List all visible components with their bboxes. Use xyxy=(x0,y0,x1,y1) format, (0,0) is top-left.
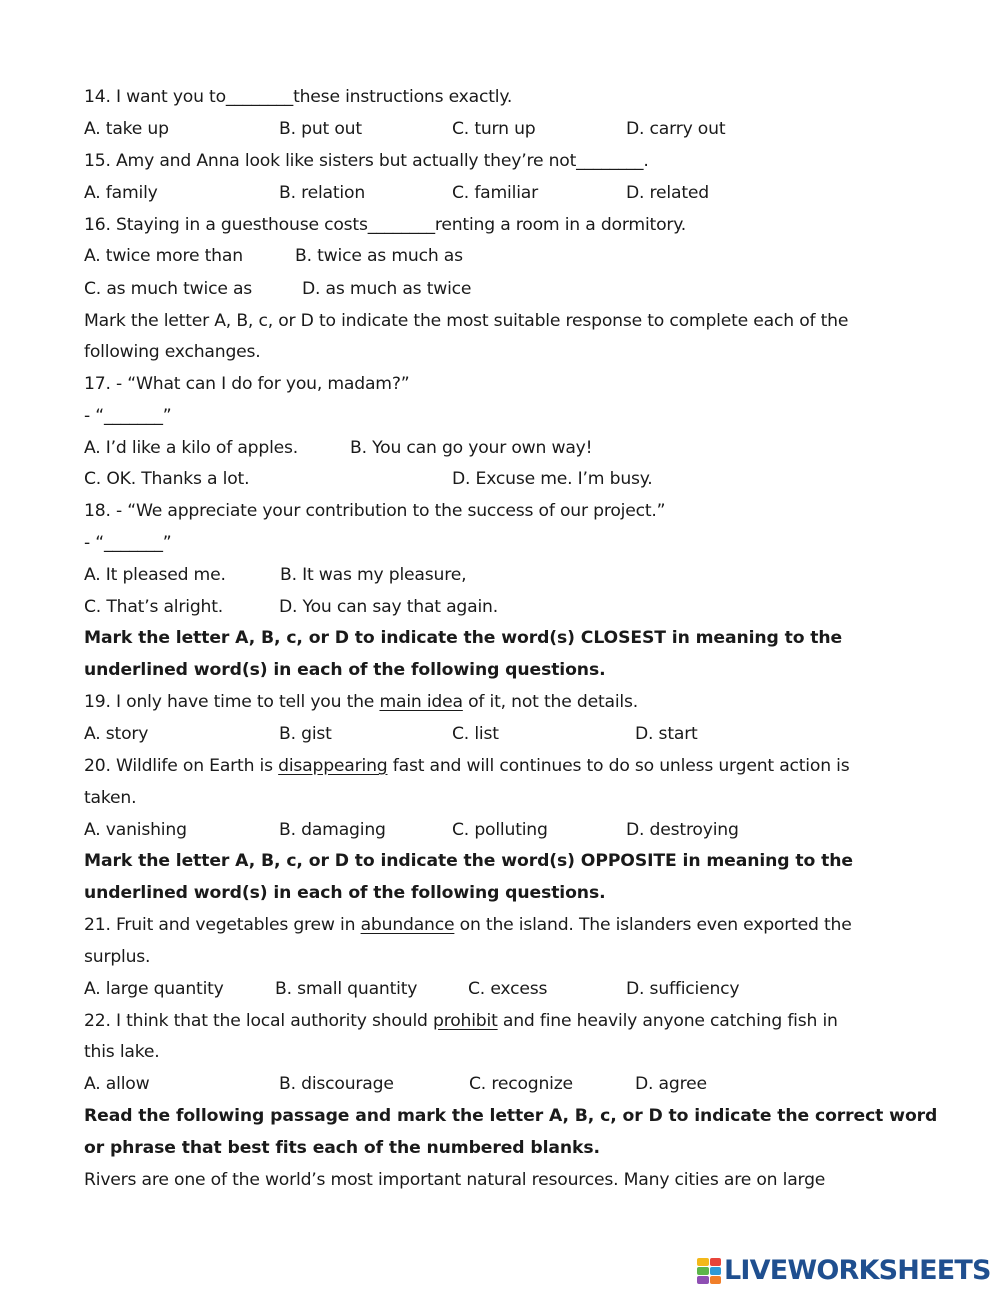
question-18-reply: - “_______” xyxy=(84,533,172,553)
option-b[interactable]: B. put out xyxy=(279,119,362,139)
question-22-continued: this lake. xyxy=(84,1042,160,1062)
option-b[interactable]: B. discourage xyxy=(279,1074,394,1094)
instruction-closest-line2: underlined word(s) in each of the following questions. xyxy=(84,660,606,680)
underlined-word: abundance xyxy=(360,915,455,935)
option-d[interactable]: D. related xyxy=(626,183,709,203)
option-a[interactable]: A. story xyxy=(84,724,149,744)
liveworksheets-logo[interactable] xyxy=(697,1256,991,1286)
question-22: 22. I think that the local authority should prohibit and fine heavily anyone catching fish in xyxy=(84,1011,838,1031)
brand-name: LIVEWORKSHEETS xyxy=(724,1255,991,1286)
question-18-options-row2 xyxy=(84,596,884,618)
instruction-passage-line1: Read the following passage and mark the letter A, B, c, or D to indicate the correct word xyxy=(84,1106,938,1126)
option-d[interactable]: D. start xyxy=(635,724,698,744)
question-21: 21. Fruit and vegetables grew in abundance on the island. The islanders even exported the xyxy=(84,915,852,935)
option-d[interactable]: D. Excuse me. I’m busy. xyxy=(452,469,653,489)
option-d[interactable]: D. destroying xyxy=(626,820,739,840)
question-15: 15. Amy and Anna look like sisters but actually they’re not________. xyxy=(84,151,649,171)
underlined-word: disappearing xyxy=(278,756,388,776)
option-c[interactable]: C. polluting xyxy=(452,820,548,840)
passage-text: Rivers are one of the world’s most important natural resources. Many cities are on large xyxy=(84,1170,826,1190)
question-22-options xyxy=(84,1073,884,1095)
instruction-opposite-line1: Mark the letter A, B, c, or D to indicate the word(s) OPPOSITE in meaning to the xyxy=(84,851,853,871)
option-b[interactable]: B. twice as much as xyxy=(295,246,463,266)
question-20-options xyxy=(84,819,884,841)
question-21-options xyxy=(84,978,884,1000)
option-a[interactable]: A. I’d like a kilo of apples. xyxy=(84,438,299,458)
instruction-opposite-line2: underlined word(s) in each of the following questions. xyxy=(84,883,606,903)
question-19-options xyxy=(84,723,884,745)
option-a[interactable]: A. large quantity xyxy=(84,979,224,999)
option-d[interactable]: D. You can say that again. xyxy=(279,597,498,617)
question-18-options-row1 xyxy=(84,564,884,586)
option-a[interactable]: A. take up xyxy=(84,119,169,139)
option-c[interactable]: C. turn up xyxy=(452,119,536,139)
instruction-response-line1: Mark the letter A, B, c, or D to indicate the most suitable response to complete each of the xyxy=(84,311,849,331)
question-14: 14. I want you to________these instructions exactly. xyxy=(84,87,513,107)
question-16-options-row1 xyxy=(84,245,884,267)
question-18: 18. - “We appreciate your contribution to the success of our project.” xyxy=(84,501,666,521)
question-14-options xyxy=(84,118,884,140)
option-c[interactable]: C. recognize xyxy=(469,1074,573,1094)
option-c[interactable]: C. excess xyxy=(468,979,548,999)
question-17-reply: - “_______” xyxy=(84,406,172,426)
question-20: 20. Wildlife on Earth is disappearing fast and will continues to do so unless urgent action is xyxy=(84,756,850,776)
question-16: 16. Staying in a guesthouse costs________renting a room in a dormitory. xyxy=(84,215,687,235)
option-b[interactable]: B. relation xyxy=(279,183,366,203)
question-15-options xyxy=(84,182,884,204)
question-16-options-row2 xyxy=(84,278,884,300)
option-d[interactable]: D. as much as twice xyxy=(302,279,472,299)
option-c[interactable]: C. OK. Thanks a lot. xyxy=(84,469,250,489)
question-17-options-row2 xyxy=(84,468,884,490)
option-a[interactable]: A. vanishing xyxy=(84,820,187,840)
option-b[interactable]: B. small quantity xyxy=(275,979,418,999)
liveworksheets-logo-icon xyxy=(697,1258,721,1284)
underlined-word: main idea xyxy=(379,692,463,712)
option-b[interactable]: B. damaging xyxy=(279,820,386,840)
option-a[interactable]: A. allow xyxy=(84,1074,150,1094)
option-c[interactable]: C. That’s alright. xyxy=(84,597,224,617)
question-19: 19. I only have time to tell you the main idea of it, not the details. xyxy=(84,692,638,712)
option-a[interactable]: A. twice more than xyxy=(84,246,243,266)
instruction-passage-line2: or phrase that best fits each of the numbered blanks. xyxy=(84,1138,600,1158)
option-b[interactable]: B. You can go your own way! xyxy=(350,438,593,458)
question-21-continued: surplus. xyxy=(84,947,151,967)
instruction-response-line2: following exchanges. xyxy=(84,342,261,362)
option-b[interactable]: B. It was my pleasure, xyxy=(280,565,467,585)
question-17-options-row1 xyxy=(84,437,884,459)
option-a[interactable]: A. It pleased me. xyxy=(84,565,226,585)
option-b[interactable]: B. gist xyxy=(279,724,332,744)
option-a[interactable]: A. family xyxy=(84,183,158,203)
option-d[interactable]: D. sufficiency xyxy=(626,979,740,999)
question-20-continued: taken. xyxy=(84,788,137,808)
option-c[interactable]: C. list xyxy=(452,724,499,744)
option-c[interactable]: C. familiar xyxy=(452,183,538,203)
underlined-word: prohibit xyxy=(433,1011,498,1031)
instruction-closest-line1: Mark the letter A, B, c, or D to indicate the word(s) CLOSEST in meaning to the xyxy=(84,628,843,648)
question-17: 17. - “What can I do for you, madam?” xyxy=(84,374,410,394)
option-d[interactable]: D. carry out xyxy=(626,119,726,139)
option-c[interactable]: C. as much twice as xyxy=(84,279,253,299)
option-d[interactable]: D. agree xyxy=(635,1074,707,1094)
